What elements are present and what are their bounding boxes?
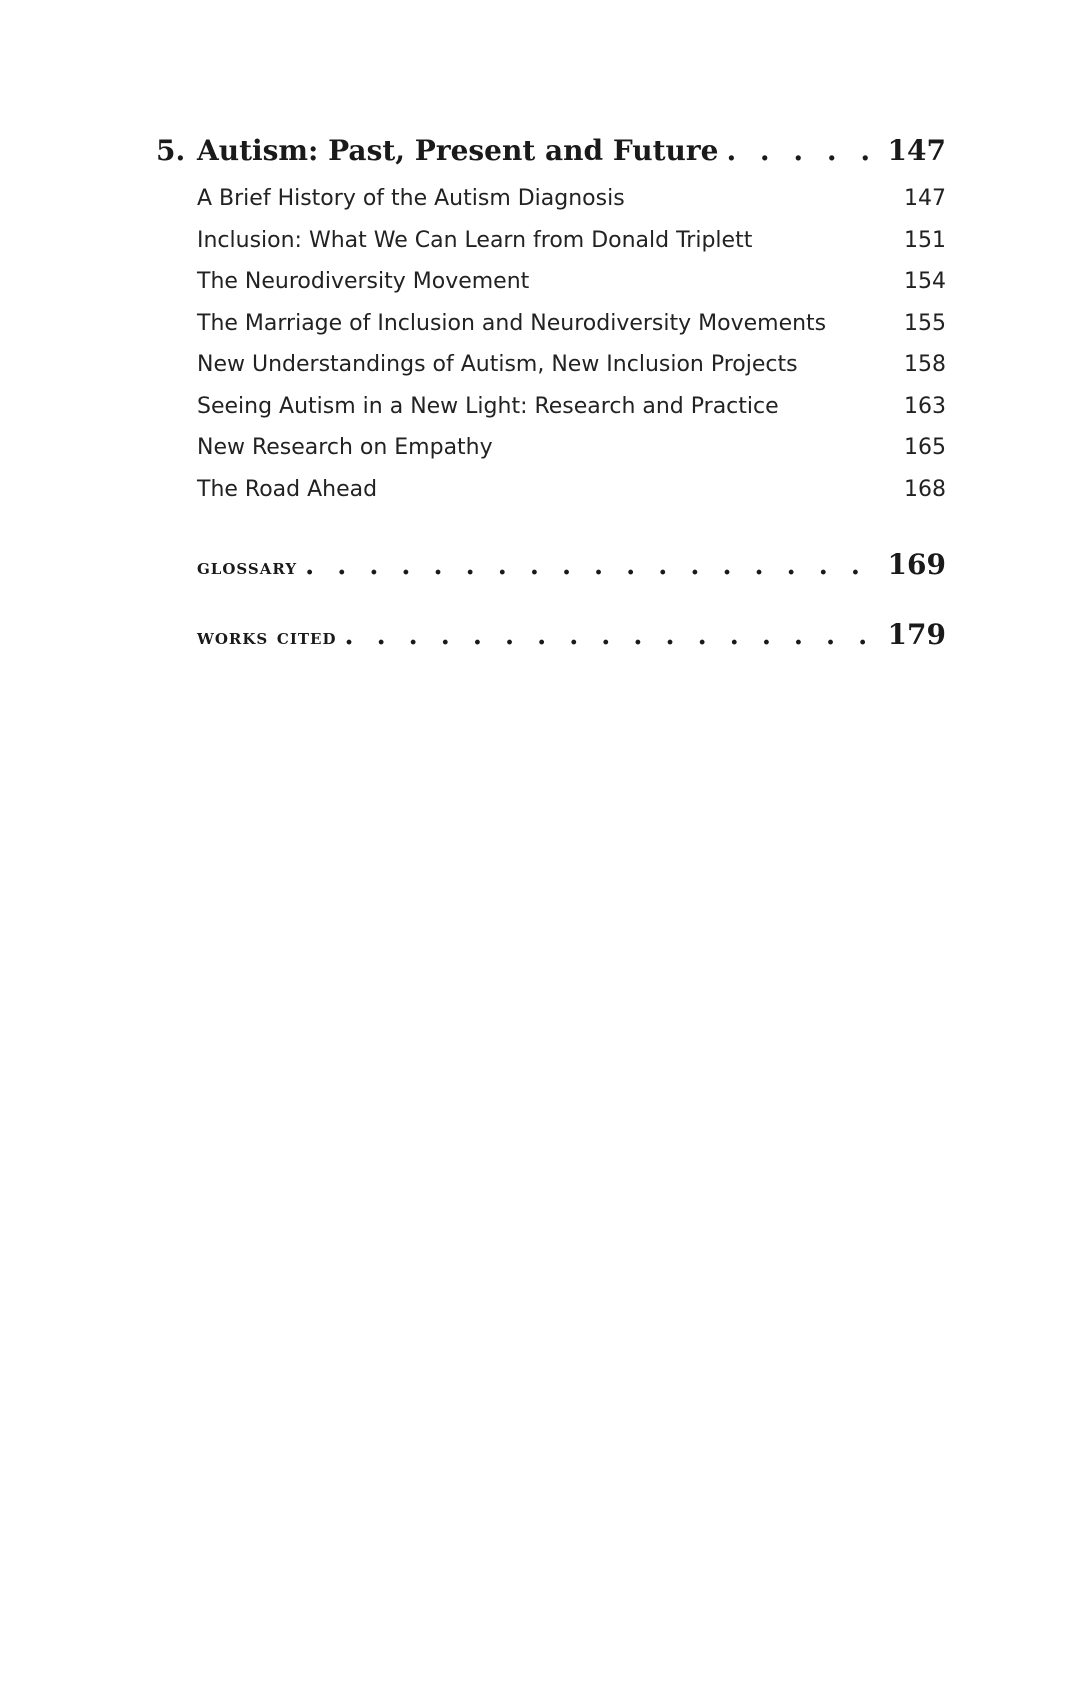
section-entry — [197, 435, 946, 477]
chapter-entry — [156, 134, 946, 186]
section-title: The Marriage of Inclusion and Neurodiversity Movements — [197, 310, 827, 336]
section-list — [197, 186, 946, 518]
glossary-title: glossary — [197, 554, 298, 580]
section-title: New Understandings of Autism, New Inclusion Projects — [197, 352, 798, 377]
section-title: New Research on Empathy — [197, 435, 493, 460]
section-entry — [197, 311, 946, 353]
glossary-entry — [197, 548, 946, 618]
section-page-number: 151 — [904, 227, 946, 253]
table-of-contents — [156, 134, 946, 688]
dot-leader — [726, 134, 879, 167]
section-title: A Brief History of the Autism Diagnosis — [197, 186, 625, 211]
section-title: Inclusion: What We Can Learn from Donald Triplett — [197, 227, 753, 253]
section-page-number: 147 — [904, 186, 946, 211]
section-title: The Road Ahead — [197, 476, 378, 502]
section-entry — [197, 186, 946, 228]
backmatter-list — [197, 548, 946, 688]
section-entry — [197, 352, 946, 394]
section-page-number: 163 — [904, 393, 946, 419]
chapter-page-number: 147 — [887, 134, 946, 167]
works-cited-title: works cited — [197, 624, 337, 650]
chapter-number: 5. — [156, 134, 186, 167]
section-page-number: 158 — [904, 352, 946, 377]
section-entry — [197, 394, 946, 436]
section-page-number: 168 — [904, 476, 946, 502]
dot-leader — [305, 551, 879, 581]
works-cited-page-number: 179 — [887, 618, 946, 651]
section-entry — [197, 269, 946, 311]
section-entry — [197, 228, 946, 270]
section-page-number: 154 — [904, 269, 946, 294]
section-page-number: 155 — [904, 310, 946, 336]
works-cited-entry — [197, 618, 946, 688]
section-entry — [197, 477, 946, 519]
section-page-number: 165 — [904, 435, 946, 460]
glossary-page-number: 169 — [887, 548, 946, 581]
dot-leader — [344, 621, 879, 651]
section-title: Seeing Autism in a New Light: Research and Practice — [197, 393, 779, 419]
chapter-title: Autism: Past, Present and Future — [197, 134, 719, 167]
section-title: The Neurodiversity Movement — [197, 269, 530, 294]
